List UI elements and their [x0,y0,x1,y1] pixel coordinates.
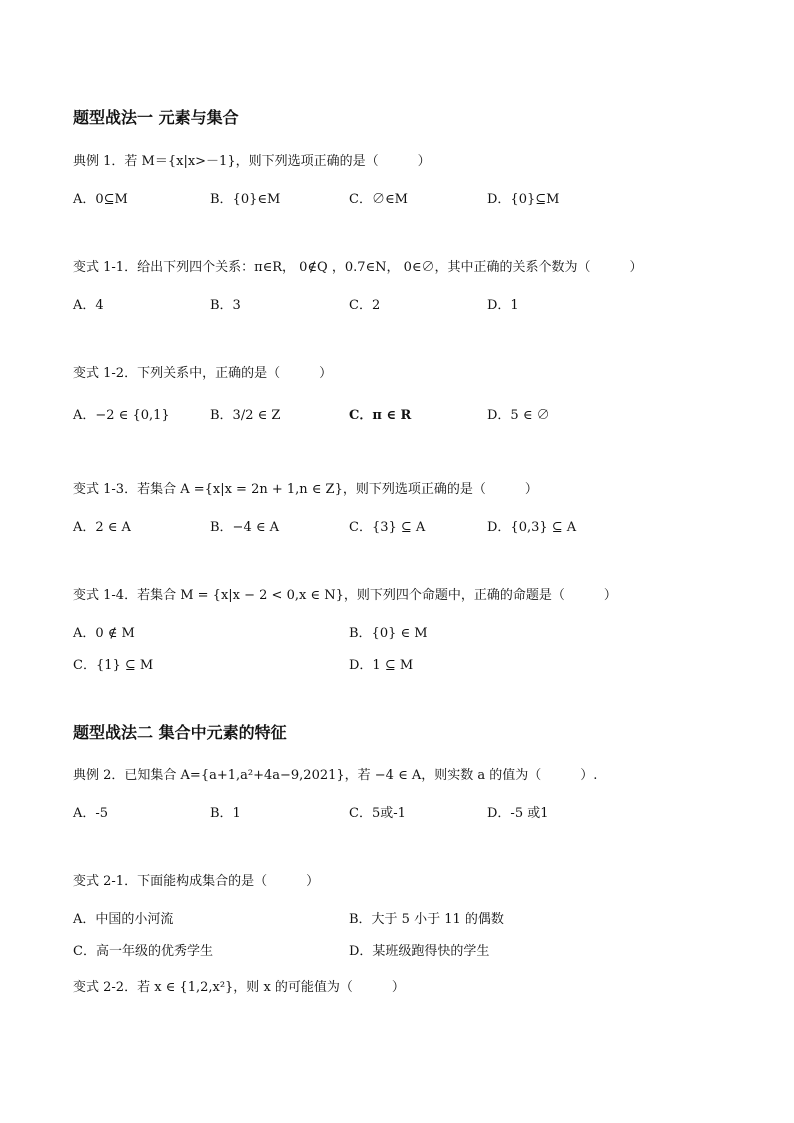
example-1-question: 典例 1．若 M＝{x|x>－1}，则下列选项正确的是（ ） [73,154,431,169]
v13-option-a: A．2 ∈ A [73,520,131,535]
v21-option-a: A．中国的小河流 [73,912,174,927]
v12-option-c: C．π ∈ R [349,408,412,423]
v13-option-b: B．−4 ∈ A [210,520,279,535]
ex1-option-b: B．{0}∈M [210,192,281,207]
ex1-option-a: A．0⊆M [73,192,128,207]
ex1-option-c: C．∅∈M [349,192,408,207]
v11-option-b: B．3 [210,298,241,313]
variant-1-2-question: 变式 1-2．下列关系中，正确的是（ ） [73,366,333,381]
v14-option-b: B．{0} ∈ M [349,626,428,641]
example-2-question: 典例 2．已知集合 A={a+1,a²+4a−9,2021}，若 −4 ∈ A，则实数 a 的值为（ ）. [73,768,598,783]
v13-option-d: D．{0,3} ⊆ A [487,520,577,535]
section-heading-2: 题型战法二 集合中元素的特征 [73,723,287,742]
variant-2-2-question: 变式 2-2．若 x ∈ {1,2,x²}，则 x 的可能值为（ ） [73,980,405,995]
variant-1-1-question: 变式 1-1．给出下列四个关系：π∈R， 0∉Q ，0.7∈N， 0∈∅，其中正确的关系个数为（ ） [73,260,643,275]
v12-option-a: A．−2 ∈ {0,1} [73,408,170,423]
v11-option-c: C．2 [349,298,381,313]
variant-2-1-question: 变式 2-1．下面能构成集合的是（ ） [73,874,320,889]
v21-option-b: B．大于 5 小于 11 的偶数 [349,912,504,927]
v14-option-c: C．{1} ⊆ M [73,658,154,673]
ex1-option-d: D．{0}⊆M [487,192,560,207]
ex2-option-c: C．5或-1 [349,806,406,821]
v21-option-d: D．某班级跑得快的学生 [349,944,490,959]
v12-option-b: B．3/2 ∈ Z [210,408,281,423]
ex2-option-a: A．-5 [73,806,109,821]
v14-option-a: A．0 ∉ M [73,626,135,641]
ex2-option-d: D．-5 或1 [487,806,549,821]
v14-option-d: D．1 ⊆ M [349,658,414,673]
v11-option-a: A．4 [73,298,104,313]
section-heading-1: 题型战法一 元素与集合 [73,108,239,127]
variant-1-4-question: 变式 1-4．若集合 M = {x|x − 2 < 0,x ∈ N}，则下列四个命题中，正确的命题是（ ） [73,588,617,603]
ex2-option-b: B．1 [210,806,241,821]
variant-1-3-question: 变式 1-3．若集合 A ={x|x = 2n + 1,n ∈ Z}，则下列选项正确的是（ ） [73,482,538,497]
v12-option-d: D．5 ∈ ∅ [487,408,550,423]
v21-option-c: C．高一年级的优秀学生 [73,944,213,959]
v13-option-c: C．{3} ⊆ A [349,520,426,535]
v11-option-d: D．1 [487,298,519,313]
